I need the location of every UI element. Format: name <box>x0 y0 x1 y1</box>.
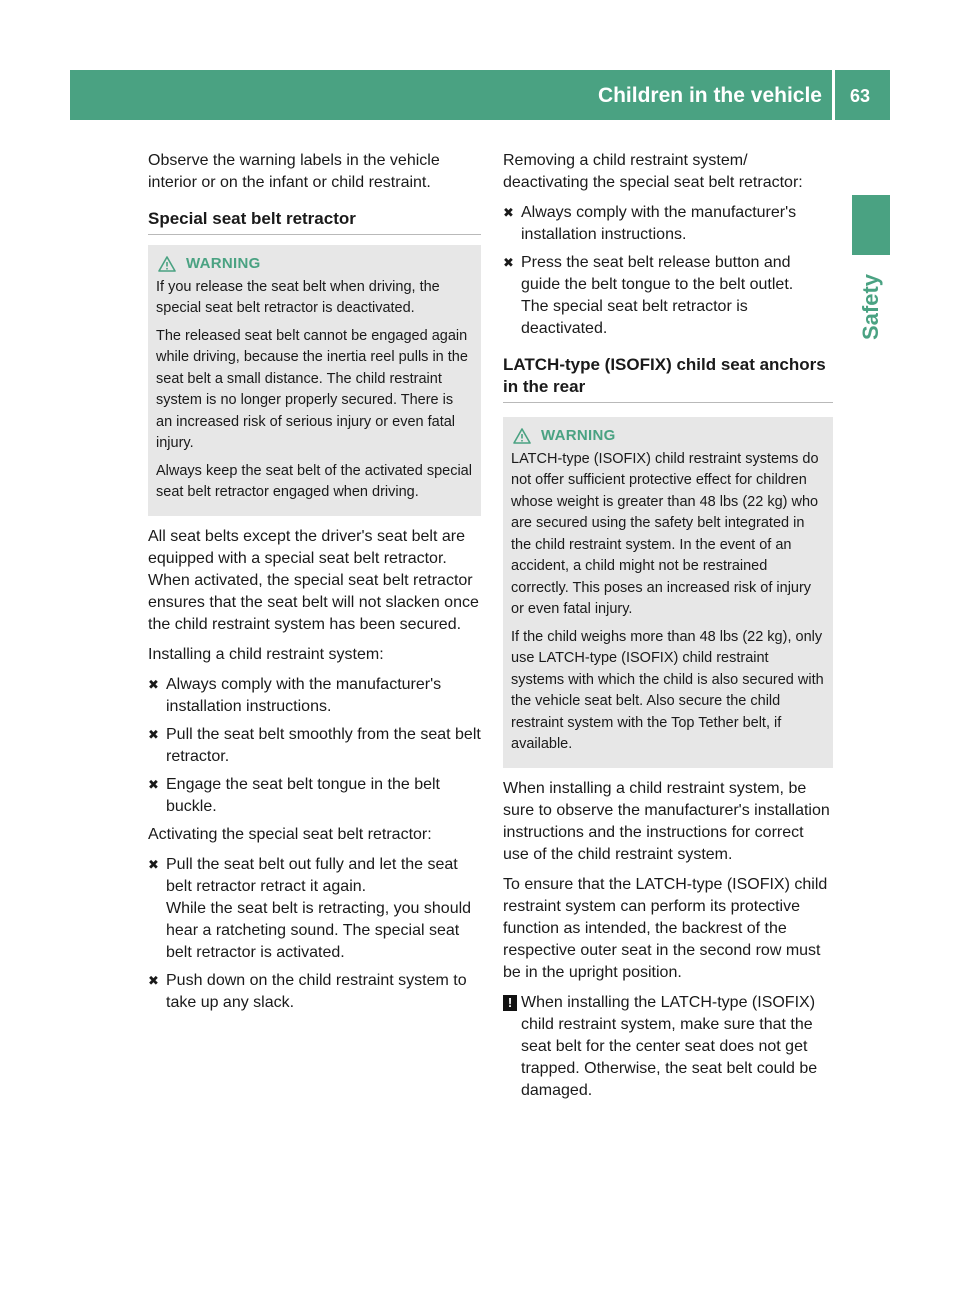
warning-header <box>511 425 825 447</box>
left-column <box>148 150 481 1020</box>
intro-paragraph: Observe the warning labels in the vehicle interior or on the infant or child restraint. <box>148 152 440 191</box>
body-paragraph: All seat belts except the driver's seat belt are equipped with a special seat belt retractor. When activated, the special seat belt retractor ensures that the seat belt will not slacken once the child restraint system has been secured. <box>148 527 479 633</box>
warning-triangle-icon <box>158 256 176 272</box>
instruction-step: ✖ Pull the seat belt out fully and let the seat belt retractor retract it again. While the seat belt is retracting, you should hear a ratcheting sound. The special seat belt retractor is activated. <box>148 854 481 964</box>
material-damage-note <box>503 992 833 1102</box>
right-column <box>503 150 833 1110</box>
warning-paragraph: LATCH-type (ISOFIX) child restraint systems do not offer sufficient protective effect for children whose weight is greater than 48 lbs (22 kg) who are secured using the safety belt integrated in the child restraint system. In the event of an accident, a child might not be restrained correctly. This poses an increased risk of injury or even fatal injury. <box>511 450 819 617</box>
side-tab <box>852 262 890 352</box>
warning-paragraph: The released seat belt cannot be engaged again while driving, because the inertia reel pulls in the seat belt a small distance. The child restraint system is no longer properly secured. There is an increased risk of serious injury or even fatal injury. <box>156 327 468 451</box>
warning-paragraph: Always keep the seat belt of the activated special seat belt retractor engaged when driving. <box>156 462 472 500</box>
instruction-step: ✖ Pull the seat belt smoothly from the seat belt retractor. <box>148 725 481 765</box>
instruction-step: ✖ Press the seat belt release button and guide the belt tongue to the belt outlet. The special seat belt retractor is deactivated. <box>503 252 833 340</box>
warning-header <box>156 253 473 275</box>
warning-title: WARNING <box>186 255 261 272</box>
note-text: When installing the LATCH-type (ISOFIX) child restraint system, make sure that the seat belt for the center seat does not get trapped. Otherwise, the seat belt could be damaged. <box>521 993 818 1099</box>
step-arrow-icon: ✖ <box>148 676 159 692</box>
body-paragraph: When installing a child restraint system, be sure to observe the manufacturer's installation instructions and the instructions for correct use of the child restraint system. <box>503 779 830 863</box>
warning-triangle-icon <box>513 428 531 444</box>
warning-box <box>503 417 833 768</box>
step-arrow-icon: ✖ <box>503 205 514 220</box>
warning-title: WARNING <box>541 427 616 444</box>
side-tab-label: Safety <box>858 273 883 341</box>
instruction-step: ✖ Engage the seat belt tongue in the belt buckle. <box>148 775 440 815</box>
instruction-step: ✖ Always comply with the manufacturer's installation instructions. <box>503 204 797 243</box>
step-result: While the seat belt is retracting, you should hear a ratcheting sound. The special seat belt retractor is activated. <box>166 899 472 961</box>
warning-paragraph: If the child weighs more than 48 lbs (22 kg), only use LATCH-type (ISOFIX) child restraint systems with which the child is also secured with the vehicle seat belt. Also secure the child restraint system with the Top Tether belt, if available. <box>511 628 824 752</box>
step-arrow-icon: ✖ <box>503 255 514 270</box>
step-result: The special seat belt retractor is deactivated. <box>521 298 748 337</box>
activate-intro: Activating the special seat belt retractor: <box>148 825 432 843</box>
page-number: 63 <box>849 85 871 106</box>
step-arrow-icon: ✖ <box>148 972 159 988</box>
instruction-step: ✖ Always comply with the manufacturer's installation instructions. <box>148 675 442 715</box>
warning-paragraph: If you release the seat belt when driving, the special seat belt retractor is deactivated. <box>156 278 440 316</box>
step-arrow-icon: ✖ <box>148 856 159 872</box>
side-tab-marker <box>852 195 890 255</box>
section-heading-latch: LATCH-type (ISOFIX) child seat anchors in the rear <box>503 354 833 403</box>
section-heading-retractor: Special seat belt retractor <box>148 208 481 235</box>
chapter-title: Children in the vehicle <box>597 84 822 107</box>
step-arrow-icon: ✖ <box>148 726 159 742</box>
body-paragraph: To ensure that the LATCH-type (ISOFIX) child restraint system can perform its protective function as intended, the backrest of the respective outer seat in the second row must be in the upright position. <box>503 875 828 981</box>
step-arrow-icon: ✖ <box>148 776 159 792</box>
warning-box <box>148 245 481 516</box>
remove-intro: Removing a child restraint system/ deactivating the special seat belt retractor: <box>503 152 803 191</box>
install-intro: Installing a child restraint system: <box>148 645 384 663</box>
instruction-step: ✖ Push down on the child restraint system to take up any slack. <box>148 971 467 1011</box>
exclamation-icon: ! <box>503 995 517 1011</box>
